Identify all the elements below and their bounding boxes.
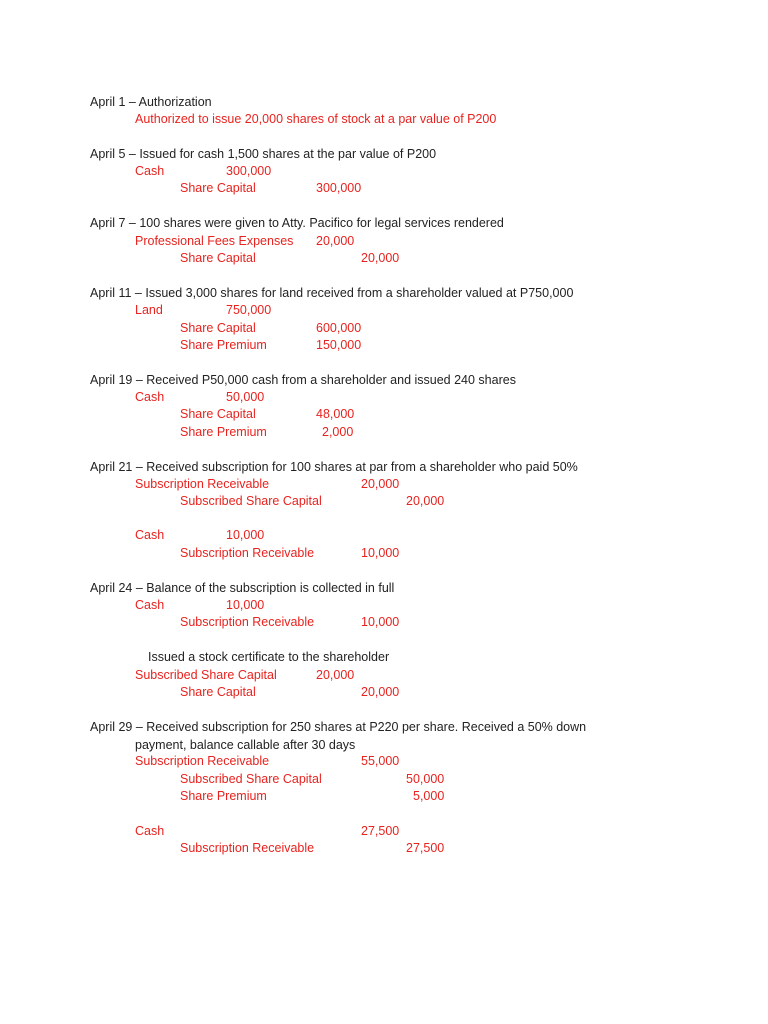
april-11-debit-account: Land	[135, 303, 163, 317]
april-19-credit-amount-1: 48,000	[316, 407, 355, 421]
april-11-credit-account-2: Share Premium	[180, 338, 267, 352]
april-24-debit-account-2: Subscribed Share Capital	[135, 668, 277, 682]
april-29-credit-amount-2: 5,000	[413, 789, 445, 803]
april-5-credit-account: Share Capital	[180, 181, 256, 195]
april-24-debit-account-1: Cash	[135, 598, 165, 612]
april-21-credit-amount-2: 10,000	[361, 546, 400, 560]
april-19-heading: April 19 – Received P50,000 cash from a shareholder and issued 240 shares	[90, 373, 516, 387]
april-7-heading: April 7 – 100 shares were given to Atty. Pacifico for legal services rendered	[90, 216, 504, 230]
april-7-debit-account: Professional Fees Expenses	[135, 234, 294, 248]
april-24-subheading: Issued a stock certificate to the shareholder	[148, 650, 390, 664]
april-29-debit-amount-2: 27,500	[361, 824, 400, 838]
april-29-credit-amount-3: 27,500	[406, 841, 445, 855]
april-1-note: Authorized to issue 20,000 shares of stock at a par value of P200	[135, 112, 497, 126]
april-24-credit-amount-1: 10,000	[361, 615, 400, 629]
april-11-credit-account-1: Share Capital	[180, 321, 256, 335]
april-21-debit-amount-1: 20,000	[361, 477, 400, 491]
april-24-heading: April 24 – Balance of the subscription is collected in full	[90, 581, 395, 595]
april-24-debit-amount-1: 10,000	[226, 598, 265, 612]
april-5-debit-account: Cash	[135, 164, 165, 178]
april-29-debit-amount-1: 55,000	[361, 754, 400, 768]
april-1-heading: April 1 – Authorization	[90, 95, 212, 109]
april-21-credit-account-1: Subscribed Share Capital	[180, 494, 322, 508]
april-7-credit-amount: 20,000	[361, 251, 400, 265]
april-29-heading-line-2: payment, balance callable after 30 days	[135, 738, 356, 752]
april-24-credit-account-2: Share Capital	[180, 685, 256, 699]
april-24-debit-amount-2: 20,000	[316, 668, 355, 682]
april-5-heading: April 5 – Issued for cash 1,500 shares at the par value of P200	[90, 147, 437, 161]
april-29-credit-amount-1: 50,000	[406, 772, 445, 786]
april-29-debit-account-2: Cash	[135, 824, 165, 838]
april-21-credit-amount-1: 20,000	[406, 494, 445, 508]
april-11-debit-amount: 750,000	[226, 303, 272, 317]
april-19-debit-account: Cash	[135, 390, 165, 404]
april-29-debit-account-1: Subscription Receivable	[135, 754, 270, 768]
april-21-debit-amount-2: 10,000	[226, 528, 265, 542]
april-19-credit-amount-2: 2,000	[322, 425, 354, 439]
april-7-debit-amount: 20,000	[316, 234, 355, 248]
april-29-credit-account-3: Subscription Receivable	[180, 841, 315, 855]
april-19-debit-amount: 50,000	[226, 390, 265, 404]
april-29-credit-account-2: Share Premium	[180, 789, 267, 803]
april-11-heading: April 11 – Issued 3,000 shares for land received from a shareholder valued at P750,000	[90, 286, 574, 300]
april-29-credit-account-1: Subscribed Share Capital	[180, 772, 322, 786]
april-5-debit-amount: 300,000	[226, 164, 272, 178]
april-21-debit-account-2: Cash	[135, 528, 165, 542]
april-21-debit-account-1: Subscription Receivable	[135, 477, 270, 491]
april-21-credit-account-2: Subscription Receivable	[180, 546, 315, 560]
april-5-credit-amount: 300,000	[316, 181, 362, 195]
april-24-credit-amount-2: 20,000	[361, 685, 400, 699]
april-24-credit-account-1: Subscription Receivable	[180, 615, 315, 629]
april-21-heading: April 21 – Received subscription for 100 shares at par from a shareholder who paid 50%	[90, 460, 578, 474]
april-7-credit-account: Share Capital	[180, 251, 256, 265]
april-19-credit-account-2: Share Premium	[180, 425, 267, 439]
april-19-credit-account-1: Share Capital	[180, 407, 256, 421]
april-29-heading-line-1: April 29 – Received subscription for 250 shares at P220 per share. Received a 50% down	[90, 720, 587, 734]
april-11-credit-amount-2: 150,000	[316, 338, 362, 352]
april-11-credit-amount-1: 600,000	[316, 321, 362, 335]
